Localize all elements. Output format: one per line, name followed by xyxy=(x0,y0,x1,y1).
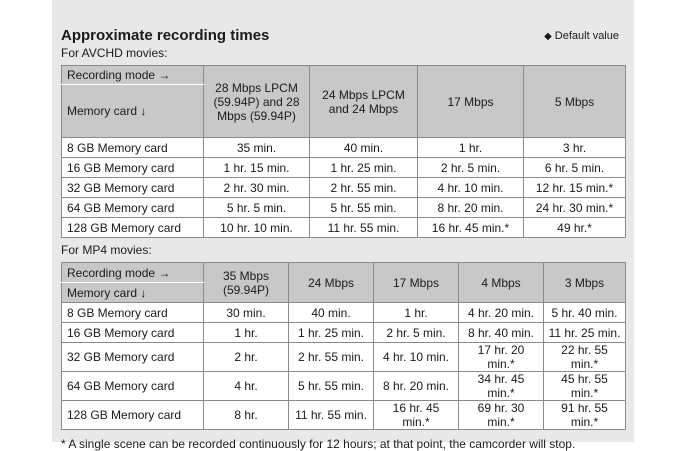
table-row xyxy=(62,303,626,323)
recording-time-cell: 2 hr. 55 min. xyxy=(310,178,418,198)
recording-time-cell: 22 hr. 55 min.* xyxy=(544,343,626,372)
recording-mode-header: Recording mode → xyxy=(62,263,204,283)
avchd-table xyxy=(61,65,626,238)
column-header: 17 Mbps xyxy=(418,66,524,138)
column-header: 17 Mbps xyxy=(374,263,459,303)
recording-time-cell: 1 hr. 15 min. xyxy=(204,158,310,178)
recording-time-cell: 2 hr. 5 min. xyxy=(418,158,524,178)
recording-time-cell: 69 hr. 30 min.* xyxy=(459,401,544,430)
recording-time-cell: 10 hr. 10 min. xyxy=(204,218,310,238)
memory-card-cell: 64 GB Memory card xyxy=(62,372,204,401)
avchd-subtitle: For AVCHD movies: xyxy=(61,46,168,60)
recording-time-cell: 2 hr. 5 min. xyxy=(374,323,459,343)
recording-time-cell: 45 hr. 55 min.* xyxy=(544,372,626,401)
diamond-icon: ◆ xyxy=(544,31,552,42)
mp4-table xyxy=(61,262,626,430)
default-value-label: Default value xyxy=(554,30,619,42)
memory-card-header: Memory card ↓ xyxy=(62,283,204,303)
recording-time-cell: 4 hr. 20 min. xyxy=(459,303,544,323)
recording-time-cell: 40 min. xyxy=(310,138,418,158)
recording-time-cell: 8 hr. 20 min. xyxy=(418,198,524,218)
recording-time-cell: 2 hr. xyxy=(204,343,289,372)
memory-card-cell: 16 GB Memory card xyxy=(62,158,204,178)
recording-time-cell: 1 hr. xyxy=(418,138,524,158)
memory-card-cell: 64 GB Memory card xyxy=(62,198,204,218)
recording-time-cell: 8 hr. 40 min. xyxy=(459,323,544,343)
column-header: 3 Mbps xyxy=(544,263,626,303)
recording-time-cell: 1 hr. 25 min. xyxy=(289,323,374,343)
recording-time-cell: 40 min. xyxy=(289,303,374,323)
recording-time-cell: 17 hr. 20 min.* xyxy=(459,343,544,372)
memory-card-cell: 128 GB Memory card xyxy=(62,218,204,238)
table-row xyxy=(62,323,626,343)
column-header: 4 Mbps xyxy=(459,263,544,303)
recording-time-cell: 16 hr. 45 min.* xyxy=(374,401,459,430)
page-title: Approximate recording times xyxy=(61,27,270,44)
memory-card-cell: 8 GB Memory card xyxy=(62,303,204,323)
recording-time-cell: 1 hr. xyxy=(374,303,459,323)
recording-time-cell: 34 hr. 45 min.* xyxy=(459,372,544,401)
recording-time-cell: 35 min. xyxy=(204,138,310,158)
recording-time-cell: 8 hr. xyxy=(204,401,289,430)
recording-time-cell: 11 hr. 55 min. xyxy=(289,401,374,430)
column-header: 24 Mbps LPCM and 24 Mbps xyxy=(310,66,418,138)
column-header: 28 Mbps LPCM (59.94P) and 28 Mbps (59.94P) xyxy=(204,66,310,138)
column-header: 35 Mbps (59.94P) xyxy=(204,263,289,303)
table-row xyxy=(62,343,626,372)
recording-time-cell: 5 hr. 55 min. xyxy=(310,198,418,218)
recording-time-cell: 91 hr. 55 min.* xyxy=(544,401,626,430)
title-row xyxy=(61,0,625,46)
recording-time-cell: 4 hr. 10 min. xyxy=(374,343,459,372)
footnote: * A single scene can be recorded continuously for 12 hours; at that point, the camcorder will stop. xyxy=(61,437,576,451)
recording-time-cell: 30 min. xyxy=(204,303,289,323)
recording-mode-header: Recording mode → xyxy=(62,66,204,85)
mp4-subtitle: For MP4 movies: xyxy=(61,243,152,257)
recording-time-cell: 49 hr.* xyxy=(524,218,626,238)
table-row xyxy=(62,198,626,218)
memory-card-cell: 8 GB Memory card xyxy=(62,138,204,158)
table-row xyxy=(62,218,626,238)
memory-card-header: Memory card ↓ xyxy=(62,85,204,138)
recording-time-cell: 5 hr. 55 min. xyxy=(289,372,374,401)
column-header: 24 Mbps xyxy=(289,263,374,303)
recording-time-cell: 4 hr. 10 min. xyxy=(418,178,524,198)
recording-time-cell: 2 hr. 30 min. xyxy=(204,178,310,198)
default-value-legend xyxy=(544,30,619,42)
recording-time-cell: 1 hr. 25 min. xyxy=(310,158,418,178)
table-row xyxy=(62,158,626,178)
recording-time-cell: 12 hr. 15 min.* xyxy=(524,178,626,198)
recording-time-cell: 2 hr. 55 min. xyxy=(289,343,374,372)
recording-time-cell: 24 hr. 30 min.* xyxy=(524,198,626,218)
table-row xyxy=(62,178,626,198)
recording-time-cell: 8 hr. 20 min. xyxy=(374,372,459,401)
memory-card-cell: 32 GB Memory card xyxy=(62,343,204,372)
recording-time-cell: 6 hr. 5 min. xyxy=(524,158,626,178)
recording-time-cell: 4 hr. xyxy=(204,372,289,401)
column-header: 5 Mbps xyxy=(524,66,626,138)
recording-time-cell: 11 hr. 55 min. xyxy=(310,218,418,238)
recording-time-cell: 3 hr. xyxy=(524,138,626,158)
manual-page xyxy=(52,0,634,451)
memory-card-cell: 16 GB Memory card xyxy=(62,323,204,343)
recording-time-cell: 11 hr. 25 min. xyxy=(544,323,626,343)
table-row xyxy=(62,138,626,158)
recording-time-cell: 16 hr. 45 min.* xyxy=(418,218,524,238)
table-row xyxy=(62,401,626,430)
recording-time-cell: 5 hr. 40 min. xyxy=(544,303,626,323)
recording-time-cell: 1 hr. xyxy=(204,323,289,343)
table-row xyxy=(62,372,626,401)
memory-card-cell: 128 GB Memory card xyxy=(62,401,204,430)
memory-card-cell: 32 GB Memory card xyxy=(62,178,204,198)
recording-time-cell: 5 hr. 5 min. xyxy=(204,198,310,218)
